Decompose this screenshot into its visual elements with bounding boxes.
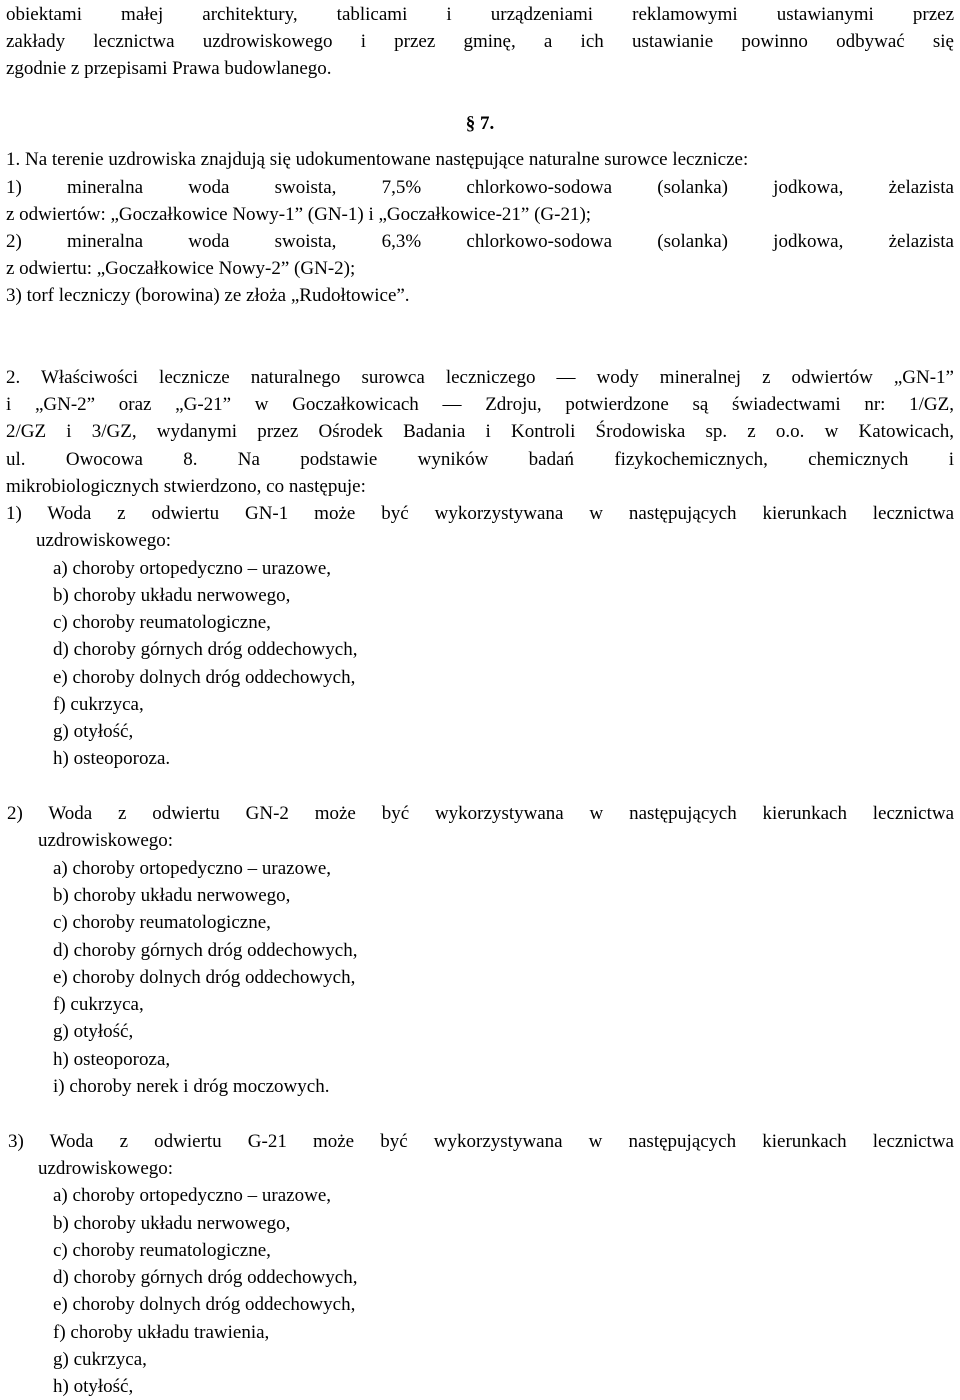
list-item: i) choroby nerek i dróg moczowych.	[53, 1076, 330, 1097]
list-item: c) choroby reumatologiczne,	[53, 1240, 271, 1261]
list-item: f) cukrzyca,	[53, 694, 144, 715]
list-heading: 2) Woda z odwiertu GN-2 może być wykorzystywana w następujących kierunkach lecznictwa	[7, 803, 954, 824]
text-line: i „GN-2” oraz „G-21” w Goczałkowicach — Zdroju, potwierdzone są świadectwami nr: 1/GZ,	[6, 394, 954, 415]
list-item: g) otyłość,	[53, 1021, 134, 1042]
text-line: obiektami małej architektury, tablicami i urządzeniami reklamowymi ustawianymi przez	[6, 4, 954, 25]
list-item: g) cukrzyca,	[53, 1349, 147, 1370]
list-item: 3) torf leczniczy (borowina) ze złoża „Rudołtowice”.	[6, 285, 410, 306]
text-line: zakłady lecznictwa uzdrowiskowego i przez gminę, a ich ustawianie powinno odbywać się	[6, 31, 954, 52]
list-item: b) choroby układu nerwowego,	[53, 585, 291, 606]
list-item: h) otyłość,	[53, 1376, 134, 1397]
text-line: mikrobiologicznych stwierdzono, co następuje:	[6, 476, 366, 497]
list-item: f) choroby układu trawienia,	[53, 1322, 270, 1343]
list-item: b) choroby układu nerwowego,	[53, 885, 291, 906]
section-heading: § 7.	[465, 113, 495, 134]
text-line: 2/GZ i 3/GZ, wydanymi przez Ośrodek Badania i Kontroli Środowiska sp. z o.o. w Katowicach,	[6, 421, 954, 442]
list-item: e) choroby dolnych dróg oddechowych,	[53, 667, 356, 688]
list-item: 1) mineralna woda swoista, 7,5% chlorkowo-sodowa (solanka) jodkowa, żelazista	[6, 177, 954, 198]
list-item: a) choroby ortopedyczno – urazowe,	[53, 858, 332, 879]
list-item: 2) mineralna woda swoista, 6,3% chlorkowo-sodowa (solanka) jodkowa, żelazista	[6, 231, 954, 252]
text-line: z odwiertów: „Goczałkowice Nowy-1” (GN-1) i „Goczałkowice-21” (G-21);	[6, 204, 592, 225]
list-item: a) choroby ortopedyczno – urazowe,	[53, 1185, 332, 1206]
list-item: e) choroby dolnych dróg oddechowych,	[53, 1294, 356, 1315]
list-item: d) choroby górnych dróg oddechowych,	[53, 940, 358, 961]
list-item: b) choroby układu nerwowego,	[53, 1213, 291, 1234]
list-item: h) osteoporoza,	[53, 1049, 171, 1070]
list-heading: 3) Woda z odwiertu G-21 może być wykorzystywana w następujących kierunkach lecznictwa	[8, 1131, 954, 1152]
list-heading: 1) Woda z odwiertu GN-1 może być wykorzystywana w następujących kierunkach lecznictwa	[6, 503, 954, 524]
text-line: uzdrowiskowego:	[38, 830, 174, 851]
paragraph-line: 2. Właściwości lecznicze naturalnego surowca leczniczego — wody mineralnej z odwiertów „GN-1”	[6, 367, 954, 388]
text-line: uzdrowiskowego:	[36, 530, 172, 551]
list-item: h) osteoporoza.	[53, 748, 171, 769]
list-item: f) cukrzyca,	[53, 994, 144, 1015]
text-line: zgodnie z przepisami Prawa budowlanego.	[6, 58, 332, 79]
list-item: g) otyłość,	[53, 721, 134, 742]
text-line: z odwiertu: „Goczałkowice Nowy-2” (GN-2);	[6, 258, 356, 279]
text-line: ul. Owocowa 8. Na podstawie wyników badań fizykochemicznych, chemicznych i	[6, 449, 954, 470]
list-item: e) choroby dolnych dróg oddechowych,	[53, 967, 356, 988]
list-item: c) choroby reumatologiczne,	[53, 612, 271, 633]
list-item: a) choroby ortopedyczno – urazowe,	[53, 558, 332, 579]
list-item: d) choroby górnych dróg oddechowych,	[53, 639, 358, 660]
paragraph-line: 1. Na terenie uzdrowiska znajdują się udokumentowane następujące naturalne surowce lecznicze:	[6, 149, 749, 170]
list-item: c) choroby reumatologiczne,	[53, 912, 271, 933]
text-line: uzdrowiskowego:	[38, 1158, 174, 1179]
list-item: d) choroby górnych dróg oddechowych,	[53, 1267, 358, 1288]
